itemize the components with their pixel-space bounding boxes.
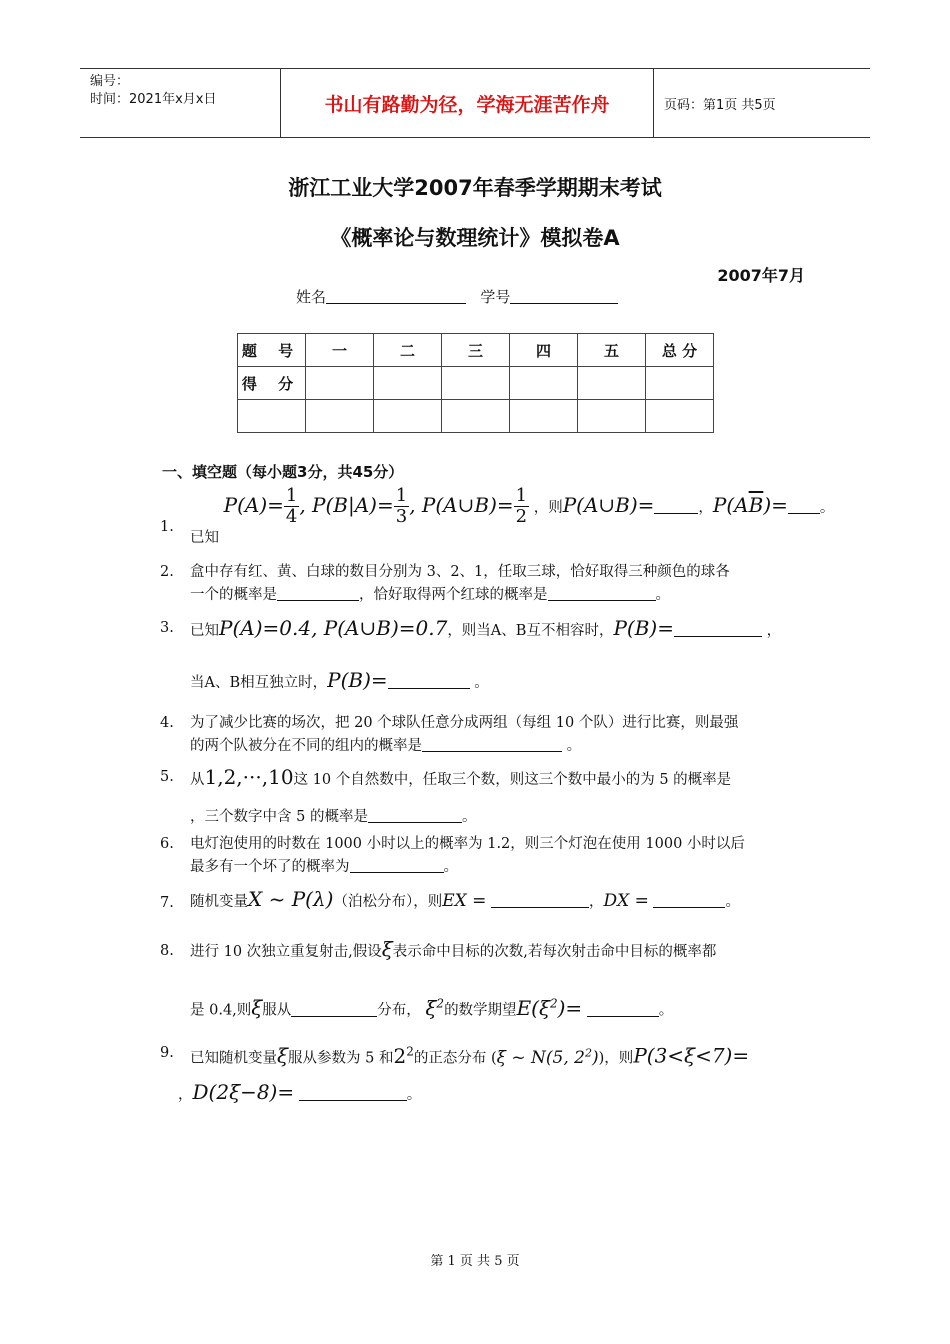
question-3: 3. 已知P(A)=0.4, P(A∪B)=0.7，则当A、B互不相容时，P(B)= ， 当A、B相互独立时，P(B)= 。 [160, 616, 782, 692]
score-cell-header: 五 [578, 334, 646, 367]
exam-title: 浙江工业大学2007年春季学期期末考试 [288, 176, 662, 200]
q9-text1d: )，则 [598, 1050, 634, 1067]
question-number: 1. [160, 519, 174, 535]
q1-formula: P(A)= $\frac{1}{4}$ , P(B|A)= $\frac{1}{3}$ , P(A∪B)= $\frac{1}{2}$ [223, 485, 528, 527]
number-label: 编号： [90, 74, 130, 89]
score-cell[interactable] [646, 400, 714, 433]
score-row [238, 367, 714, 400]
q7-end: 。 [725, 894, 740, 910]
score-cell-header: 四 [510, 334, 578, 367]
q8-blank-1[interactable] [291, 1002, 377, 1017]
q8-text2b: 服从 [262, 1002, 292, 1019]
id-label: 学号 [480, 288, 511, 306]
q9-line2a: ， [178, 1086, 193, 1103]
question-number: 5. [160, 769, 174, 785]
q7-note: （泊松分布），则 [333, 894, 443, 910]
score-cell[interactable] [510, 367, 578, 400]
score-cell[interactable] [578, 367, 646, 400]
q3-line2: 当A、B相互独立时， [190, 675, 328, 691]
q5-line1: 这 10 个自然数中，任取三个数，则这三个数中最小的为 5 的概率是 [293, 772, 732, 788]
question-number: 4. [160, 715, 174, 731]
question-9: 9. 已知随机变量ξ服从参数为 5 和$2^2$的正态分布 (ξ ~ N(5, $2^2$))，则P(3<ξ<7)= ，D(2ξ−8)= 。 [160, 1043, 750, 1104]
question-6 [160, 833, 810, 879]
question-2 [160, 561, 810, 607]
q7-prefix: 随机变量 [190, 894, 248, 910]
q7-formula: X ~ P(λ) [248, 887, 334, 911]
q9-text1b: 服从参数为 5 和 [288, 1050, 394, 1067]
q5-text2: ，三个数字中含 5 的概率是 [190, 809, 368, 825]
q1-blank-2[interactable] [788, 499, 820, 514]
score-cell[interactable] [442, 367, 510, 400]
q3-blank-2[interactable] [388, 674, 470, 689]
question-number: 6. [160, 836, 174, 852]
score-cell[interactable] [442, 400, 510, 433]
q5-end: 。 [461, 809, 477, 825]
document-header [80, 68, 870, 138]
q2-end: 。 [655, 587, 670, 603]
question-5 [160, 766, 840, 829]
q1-blank-1[interactable] [654, 499, 698, 514]
question-number: 7. [160, 895, 174, 911]
q2-blank-2[interactable] [548, 586, 656, 601]
q7-sep: ， [588, 894, 604, 910]
exam-subtitle: 《概率论与数理统计》模拟卷A [330, 226, 620, 250]
score-cell-header: 一 [306, 334, 374, 367]
q3-end: 。 [474, 675, 489, 691]
q3-blank-1[interactable] [674, 622, 762, 637]
question-number: 3. [160, 620, 174, 636]
q2-text3: ，恰好取得两个红球的概率是 [359, 587, 548, 603]
q4-text2: 的两个队被分在不同的组内的概率是 [190, 738, 422, 754]
q2-line1: 盒中存有红、黄、白球的数目分别为 3、2、1，任取三球，恰好取得三种颜色的球各 [190, 564, 730, 580]
score-cell-header: 总 分 [646, 334, 714, 367]
q8-blank-2[interactable] [587, 1002, 659, 1017]
q8-end: 。 [658, 1002, 674, 1019]
q6-end: 。 [443, 859, 458, 875]
name-label: 姓名 [296, 288, 327, 306]
q1-then: ，则 [533, 500, 563, 516]
q8-text2d: 的数学期望 [444, 1002, 517, 1019]
q6-text2: 最多有一个坏了的概率为 [190, 859, 350, 875]
section-heading: 一、填空题（每小题3分，共45分） [162, 463, 404, 481]
question-1: 1. 已知 P(A)= $\frac{1}{4}$ , P(B|A)= $\frac{1}{3}$ , P(A∪B)= $\frac{1}{2}$ ，则P(A∪B)= ，$P(A\overline{B})=$ 。 [160, 485, 835, 546]
q9-text1c: 的正态分布 ( [413, 1050, 497, 1067]
q7-blank-1[interactable] [491, 893, 589, 908]
q8-text1a: 进行 10 次独立重复射击,假设 [190, 944, 382, 960]
q2-text2: 一个的概率是 [190, 587, 277, 603]
question-7: 7. 随机变量X ~ P(λ)（泊松分布），则EX = ，DX = 。 [160, 888, 840, 914]
question-number: 2. [160, 564, 174, 580]
q6-blank[interactable] [350, 858, 444, 873]
score-table [237, 333, 714, 433]
q9-end: 。 [406, 1086, 422, 1103]
exam-date: 2007年7月 [717, 266, 805, 285]
q2-blank-1[interactable] [277, 586, 359, 601]
q6-line1: 电灯泡使用的时数在 1000 小时以上的概率为 1.2，则三个灯泡在使用 1000 小时以后 [190, 836, 745, 852]
score-cell-header: 三 [442, 334, 510, 367]
score-cell-header: 题 号 [238, 334, 306, 367]
q5-blank[interactable] [368, 808, 462, 823]
score-header-row [238, 334, 714, 367]
q4-line1: 为了减少比赛的场次，把 20 个球队任意分成两组（每组 10 个队）进行比赛，则最强 [190, 715, 739, 731]
score-cell[interactable] [646, 367, 714, 400]
question-4 [160, 712, 810, 758]
score-cell[interactable] [578, 400, 646, 433]
question-8: 8. 进行 10 次独立重复射击,假设ξ表示命中目标的次数,若每次射击命中目标的概率都 是 0.4,则ξ服从 分布， $\xi^2$的数学期望$E(\xi^2)=$ 。 [160, 937, 717, 1020]
motto: 书山有路勤为径，学海无涯苦作舟 [280, 69, 654, 137]
score-cell[interactable] [306, 367, 374, 400]
q1-end: 。 [819, 500, 835, 516]
score-row-empty [238, 400, 714, 433]
question-number: 8. [160, 943, 174, 959]
score-row-label: 得 分 [238, 367, 306, 400]
page-footer: 第 1 页 共 5 页 [430, 1254, 520, 1269]
q4-blank[interactable] [422, 737, 562, 752]
q9-text1a: 已知随机变量 [190, 1050, 277, 1067]
page-label: 页码：第1页 共5页 [664, 97, 776, 113]
q5-prefix: 从 [190, 772, 205, 788]
q8-text2a: 是 0.4,则 [190, 1002, 252, 1019]
header-left [80, 69, 280, 137]
q3-mid: ，则当A、B互不相容时， [447, 623, 614, 639]
score-cell[interactable] [510, 400, 578, 433]
student-info [296, 286, 618, 307]
q4-end: 。 [566, 738, 582, 754]
q8-text2c: 分布， [377, 1002, 421, 1019]
q3-prefix: 已知 [190, 623, 219, 639]
score-cell[interactable] [374, 367, 442, 400]
time-label: 时间：2021年x月x日 [90, 92, 217, 107]
q1-sep: ， [698, 500, 713, 516]
score-cell[interactable] [306, 400, 374, 433]
id-field[interactable] [510, 289, 618, 304]
q7-blank-2[interactable] [653, 893, 725, 908]
q9-blank[interactable] [299, 1086, 407, 1101]
q1-prefix: 已知 [190, 530, 219, 546]
q8-text1b: 表示命中目标的次数,若每次射击命中目标的概率都 [392, 944, 717, 960]
score-cell-header: 二 [374, 334, 442, 367]
question-number: 9. [160, 1045, 174, 1061]
score-cell[interactable] [238, 400, 306, 433]
q5-set: 1,2,···,10 [204, 765, 294, 789]
score-cell[interactable] [374, 400, 442, 433]
q3-formula: P(A)=0.4, P(A∪B)=0.7 [219, 616, 448, 640]
name-field[interactable] [326, 289, 466, 304]
